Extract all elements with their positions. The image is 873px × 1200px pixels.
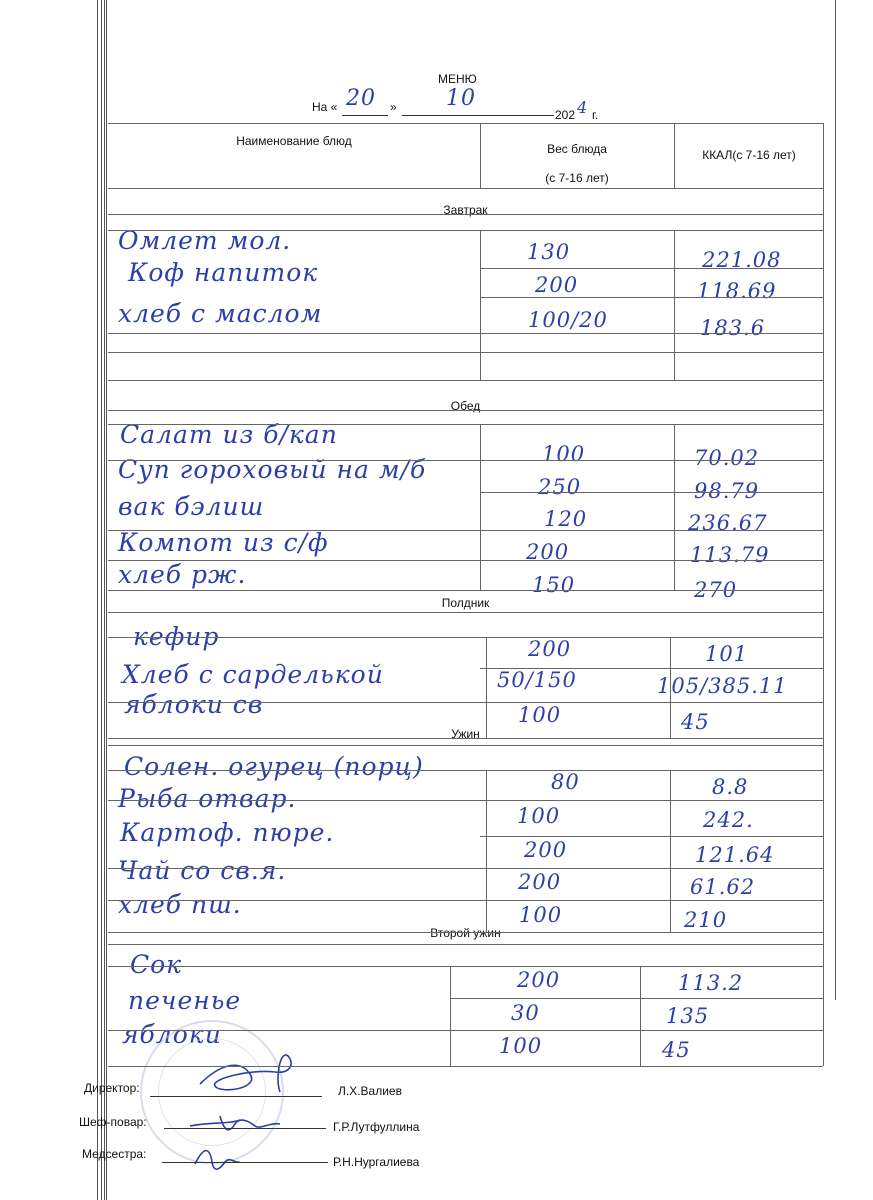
dish-weight: 100	[517, 804, 561, 828]
dish-kcal: 236.67	[688, 511, 768, 535]
dish-weight: 100	[542, 442, 586, 466]
dish-kcal: 118.69	[697, 279, 777, 303]
table-grid-line	[108, 637, 823, 638]
dish-kcal: 105/385.11	[657, 674, 788, 698]
dish-name: вак бэлиш	[118, 492, 265, 521]
table-grid-line	[108, 424, 823, 425]
dish-weight: 200	[518, 870, 562, 894]
signature-line	[162, 1162, 328, 1163]
table-grid-line	[108, 590, 823, 591]
table-grid-line	[108, 770, 823, 771]
dish-name: яблоки св	[124, 690, 264, 719]
dish-weight: 80	[551, 770, 580, 794]
table-grid-line	[480, 230, 481, 380]
signature-name: Г.Р.Лутфуллина	[333, 1120, 420, 1134]
section-title: Ужин	[451, 727, 480, 741]
signature-line	[150, 1096, 322, 1097]
dish-weight: 120	[544, 507, 588, 531]
table-grid-line	[108, 868, 823, 869]
table-grid-line	[108, 560, 823, 561]
column-weight-subheader: (с 7-16 лет)	[545, 171, 609, 185]
dish-name: Рыба отвар.	[118, 784, 297, 813]
table-grid-line	[486, 637, 487, 738]
signature-name: Л.Х.Валиев	[338, 1084, 402, 1098]
table-grid-line	[108, 460, 823, 461]
dish-kcal: 70.02	[694, 446, 760, 470]
dish-weight: 100	[519, 903, 563, 927]
date-month: 10	[446, 86, 476, 111]
dish-kcal: 135	[666, 1004, 710, 1028]
signature-line	[164, 1128, 326, 1129]
table-grid-line	[108, 800, 823, 801]
dish-kcal: 183.6	[700, 316, 766, 340]
date-prefix: На «	[312, 100, 338, 114]
dish-name: кефир	[133, 622, 220, 651]
table-grid-line	[670, 770, 671, 932]
dish-name: хлеб пш.	[118, 890, 242, 919]
dish-name: Чай со св.я.	[118, 856, 287, 885]
table-grid-line	[108, 123, 823, 124]
dish-weight: 200	[528, 637, 572, 661]
table-grid-line	[480, 268, 823, 269]
table-grid-line	[108, 702, 823, 703]
table-grid-line	[108, 612, 823, 613]
year-suffix: г.	[592, 108, 599, 122]
dish-kcal: 113.2	[678, 971, 744, 995]
section-title: Завтрак	[443, 203, 488, 217]
table-grid-line	[480, 668, 823, 669]
date-close: »	[390, 100, 397, 114]
column-kcal-header: ККАЛ(с 7-16 лет)	[702, 148, 796, 162]
scan-edge	[104, 0, 105, 1200]
section-title: Полдник	[441, 596, 490, 610]
date-day-line	[342, 115, 388, 116]
table-grid-line	[640, 966, 641, 1066]
column-name-header: Наименование блюд	[236, 134, 352, 148]
dish-weight: 200	[524, 838, 568, 862]
table-grid-line	[486, 770, 487, 932]
dish-name: яблоки	[122, 1020, 222, 1049]
dish-kcal: 270	[694, 578, 738, 602]
section-title: Второй ужин	[430, 926, 501, 940]
dish-name: Суп гороховый на м/б	[118, 455, 427, 484]
dish-weight: 100	[499, 1034, 543, 1058]
signature-role: Директор:	[84, 1081, 140, 1095]
dish-weight: 150	[532, 573, 576, 597]
table-grid-line	[674, 230, 675, 380]
table-grid-line	[108, 944, 823, 945]
year-digit: 4	[577, 98, 589, 117]
dish-weight: 30	[511, 1001, 540, 1025]
dish-name: Картоф. пюре.	[120, 818, 335, 847]
dish-name: Солен. огурец (порц)	[124, 752, 424, 781]
table-grid-line	[108, 333, 823, 334]
dish-name: Сок	[130, 950, 183, 979]
signature-name: Р.Н.Нургалиева	[333, 1155, 420, 1169]
table-grid-line	[674, 123, 675, 188]
dish-name: печенье	[128, 986, 242, 1015]
scan-edge	[97, 0, 98, 1200]
dish-kcal: 8.8	[712, 775, 749, 799]
table-grid-line	[108, 1066, 823, 1067]
dish-kcal: 242.	[703, 808, 754, 832]
table-grid-line	[450, 966, 451, 1066]
table-grid-line	[108, 352, 823, 353]
section-title: Обед	[450, 399, 481, 413]
table-grid-line	[108, 410, 823, 411]
dish-kcal: 45	[662, 1038, 691, 1062]
dish-weight: 250	[538, 475, 582, 499]
dish-name: Хлеб с сарделькой	[122, 660, 384, 689]
table-grid-line	[108, 1030, 823, 1031]
table-grid-line	[108, 966, 823, 967]
table-grid-line	[108, 932, 823, 933]
table-grid-line	[108, 530, 823, 531]
dish-weight: 200	[517, 968, 561, 992]
table-grid-line	[450, 998, 823, 999]
dish-weight: 50/150	[497, 668, 577, 692]
dish-name: Коф напиток	[128, 258, 319, 287]
dish-weight: 200	[526, 540, 570, 564]
signature-role: Шеф-повар:	[79, 1115, 147, 1129]
dish-name: Компот из с/ф	[118, 528, 329, 557]
table-grid-line	[108, 230, 823, 231]
date-day: 20	[346, 86, 376, 111]
dish-kcal: 113.79	[690, 543, 770, 567]
dish-kcal: 45	[681, 710, 710, 734]
table-grid-line	[480, 297, 823, 298]
table-grid-line	[108, 900, 823, 901]
dish-weight: 100	[518, 703, 562, 727]
table-grid-line	[823, 123, 824, 1066]
dish-kcal: 210	[684, 908, 728, 932]
column-weight-header: Вес блюда	[547, 142, 607, 156]
dish-weight: 200	[535, 273, 579, 297]
page-title: МЕНЮ	[438, 72, 477, 86]
scan-edge	[835, 0, 836, 1000]
scan-edge	[101, 0, 102, 1200]
dish-name: хлеб рж.	[118, 560, 247, 589]
table-grid-line	[480, 424, 481, 590]
dish-name: Салат из б/кап	[120, 420, 338, 449]
table-grid-line	[108, 188, 823, 189]
table-grid-line	[108, 214, 823, 215]
date-month-line	[402, 115, 554, 116]
table-grid-line	[674, 424, 675, 590]
dish-name: хлеб с маслом	[118, 299, 323, 328]
table-grid-line	[108, 738, 823, 739]
dish-kcal: 101	[705, 642, 749, 666]
dish-name: Омлет мол.	[118, 226, 292, 255]
table-grid-line	[670, 637, 671, 738]
dish-kcal: 121.64	[695, 843, 775, 867]
year-prefix: 202	[555, 108, 576, 122]
table-grid-line	[480, 492, 823, 493]
dish-weight: 130	[527, 240, 571, 264]
table-grid-line	[108, 380, 823, 381]
signature-role: Медсестра:	[82, 1147, 147, 1161]
dish-weight: 100/20	[528, 308, 608, 332]
table-grid-line	[480, 123, 481, 188]
scan-edge	[106, 0, 107, 1200]
table-grid-line	[480, 836, 823, 837]
dish-kcal: 61.62	[690, 875, 756, 899]
dish-kcal: 221.08	[702, 248, 782, 272]
dish-kcal: 98.79	[694, 479, 760, 503]
table-grid-line	[108, 745, 823, 746]
